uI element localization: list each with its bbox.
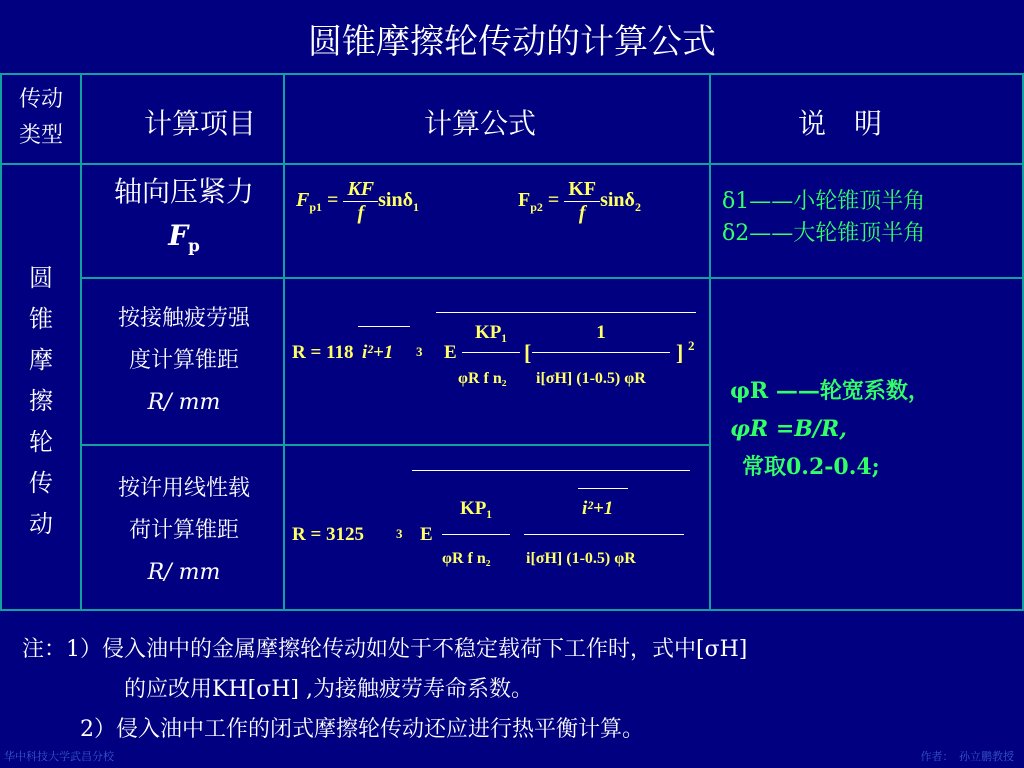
- formula-fp2: $F_{p2}$ = $\frac{KF}{f}$ sinδ$_2$: [518, 178, 641, 224]
- formula-fp1: $F_{p1}$ = $\frac{KF}{f}$ sinδ$_1$: [296, 178, 419, 224]
- formula-linear-load: R = 3125 3 E KP₁ φR f n₂ i²+1 i[σH] (1-0.5) φR: [292, 470, 704, 590]
- item-contact-fatigue: 按接触疲劳强 度计算锥距 R/ mm: [117, 306, 250, 415]
- desc-width-factor: φR ——轮宽系数， φR =B/R, 常取0.2-0.4;: [730, 378, 930, 480]
- note-line-3: 2）侵入油中工作的闭式摩擦轮传动还应进行热平衡计算。: [80, 717, 644, 742]
- table-divider: [0, 163, 1024, 165]
- note-line-1: 注：1）侵入油中的金属摩擦轮传动如处于不稳定载荷下工作时，式中[σH]: [22, 637, 748, 662]
- header-item: 计算项目: [143, 107, 256, 140]
- footer-school: 华中科技大学武昌分校: [4, 750, 114, 763]
- category-label: 圆 锥 摩 擦 轮 传 动: [29, 264, 53, 538]
- table-divider: [283, 73, 285, 611]
- table-divider: [82, 444, 710, 446]
- header-formula: 计算公式: [423, 107, 536, 140]
- item-linear-load: 按许用线性载 荷计算锥距 R/ mm: [117, 476, 250, 585]
- desc-half-angles: δ1——小轮锥顶半角 δ2——大轮锥顶半角: [722, 189, 926, 246]
- note-line-2: 的应改用KH[σH] ,为接触疲劳寿命系数。: [124, 677, 533, 702]
- table-divider: [709, 73, 711, 611]
- header-type: 传动 类型: [18, 87, 63, 148]
- item-axial-force: 轴向压紧力 $F_p$: [113, 175, 254, 256]
- table-divider: [80, 73, 82, 611]
- formula-contact-fatigue: R = 118 i²+1 3 E KP₁ φR f n₂ [ 1 i[σH] (1-0.5) φR ] 2: [292, 312, 704, 412]
- page-title: 圆锥摩擦轮传动的计算公式: [308, 22, 716, 62]
- table-divider: [82, 277, 1024, 279]
- footer-author: 作者： 孙立鹏教授: [920, 750, 1014, 763]
- header-desc: 说 明: [797, 107, 882, 140]
